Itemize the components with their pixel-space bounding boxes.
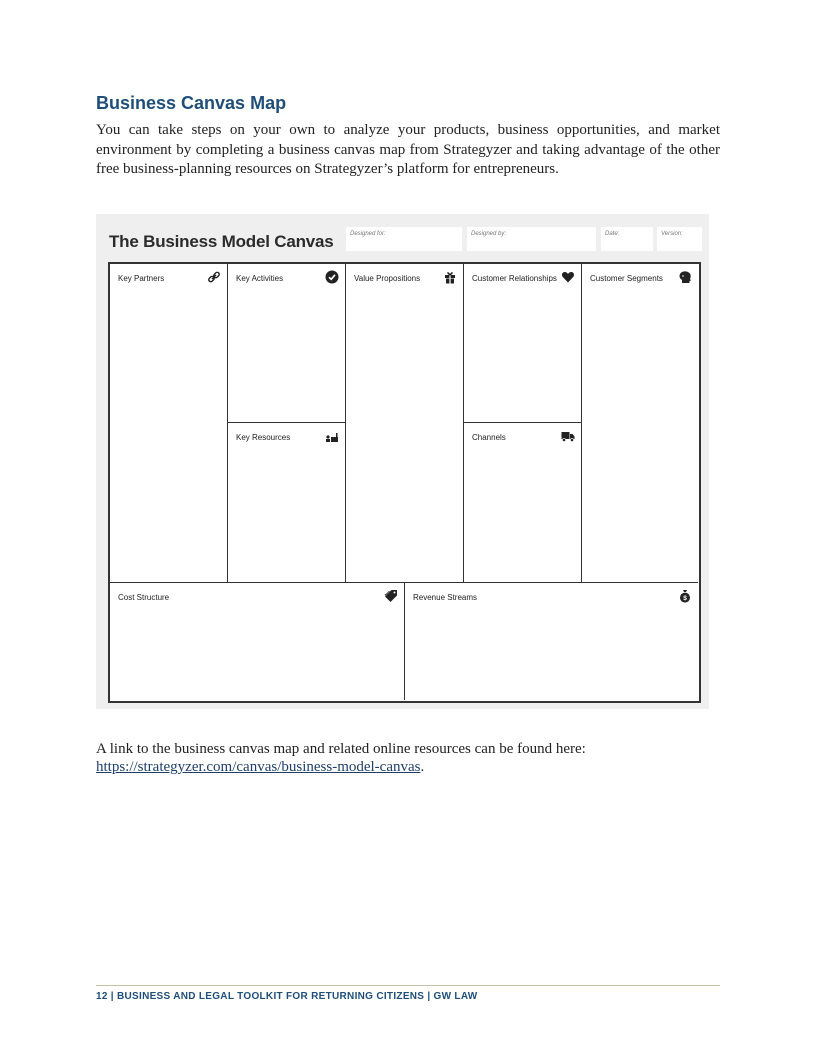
date-field: Date: [601,227,653,251]
factory-worker-icon [325,429,339,443]
price-tag-icon [384,589,398,603]
head-icon [678,270,692,284]
check-circle-icon [325,270,339,284]
customer-relationships-label: Customer Relationships [472,274,557,283]
customer-relationships-block [464,264,582,423]
page-footer: 12 | BUSINESS AND LEGAL TOOLKIT FOR RETURNING CITIZENS | GW LAW [96,991,478,1002]
link-paragraph [96,740,720,776]
channels-label: Channels [472,433,506,442]
business-model-canvas-image [96,214,709,709]
link-icon [207,270,221,284]
key-activities-label: Key Activities [236,274,284,283]
canvas-title: The Business Model Canvas [109,232,334,251]
designed-for-field: Designed for: [346,227,462,251]
key-activities-block [228,264,346,423]
canvas-grid [108,262,701,703]
revenue-streams-label: Revenue Streams [413,593,478,602]
revenue-streams-block [405,582,698,700]
channels-block [464,423,582,582]
customer-segments-block [582,264,698,582]
intro-paragraph: You can take steps on your own to analyze your products, business opportunities, and market environment by completing a business canvas map from Strategyzer and taking advantage of the other free business-planning resources on Strategyzer’s platform for entrepreneurs. [96,122,720,177]
money-bag-icon [678,589,692,603]
svg-text:$: $ [683,595,687,602]
truck-icon [561,429,575,443]
key-resources-block [228,423,346,582]
key-partners-block [110,264,228,582]
value-propositions-label: Value Propositions [354,274,421,283]
strategyzer-link[interactable]: https://strategyzer.com/canvas/business-model-canvas [96,759,421,775]
value-propositions-block [346,264,464,582]
customer-segments-label: Customer Segments [590,274,663,283]
link-intro-text: A link to the business canvas map and related online resources can be found here: [96,741,586,757]
key-partners-label: Key Partners [118,274,165,283]
cost-structure-label: Cost Structure [118,593,170,602]
key-resources-label: Key Resources [236,433,291,442]
footer-divider [96,985,720,986]
section-heading: Business Canvas Map [96,93,287,113]
cost-structure-block [110,582,405,700]
link-suffix: . [420,759,425,775]
gift-icon [443,270,457,284]
heart-icon [561,270,575,284]
designed-by-field: Designed by: [467,227,596,251]
version-field: Version: [657,227,702,251]
